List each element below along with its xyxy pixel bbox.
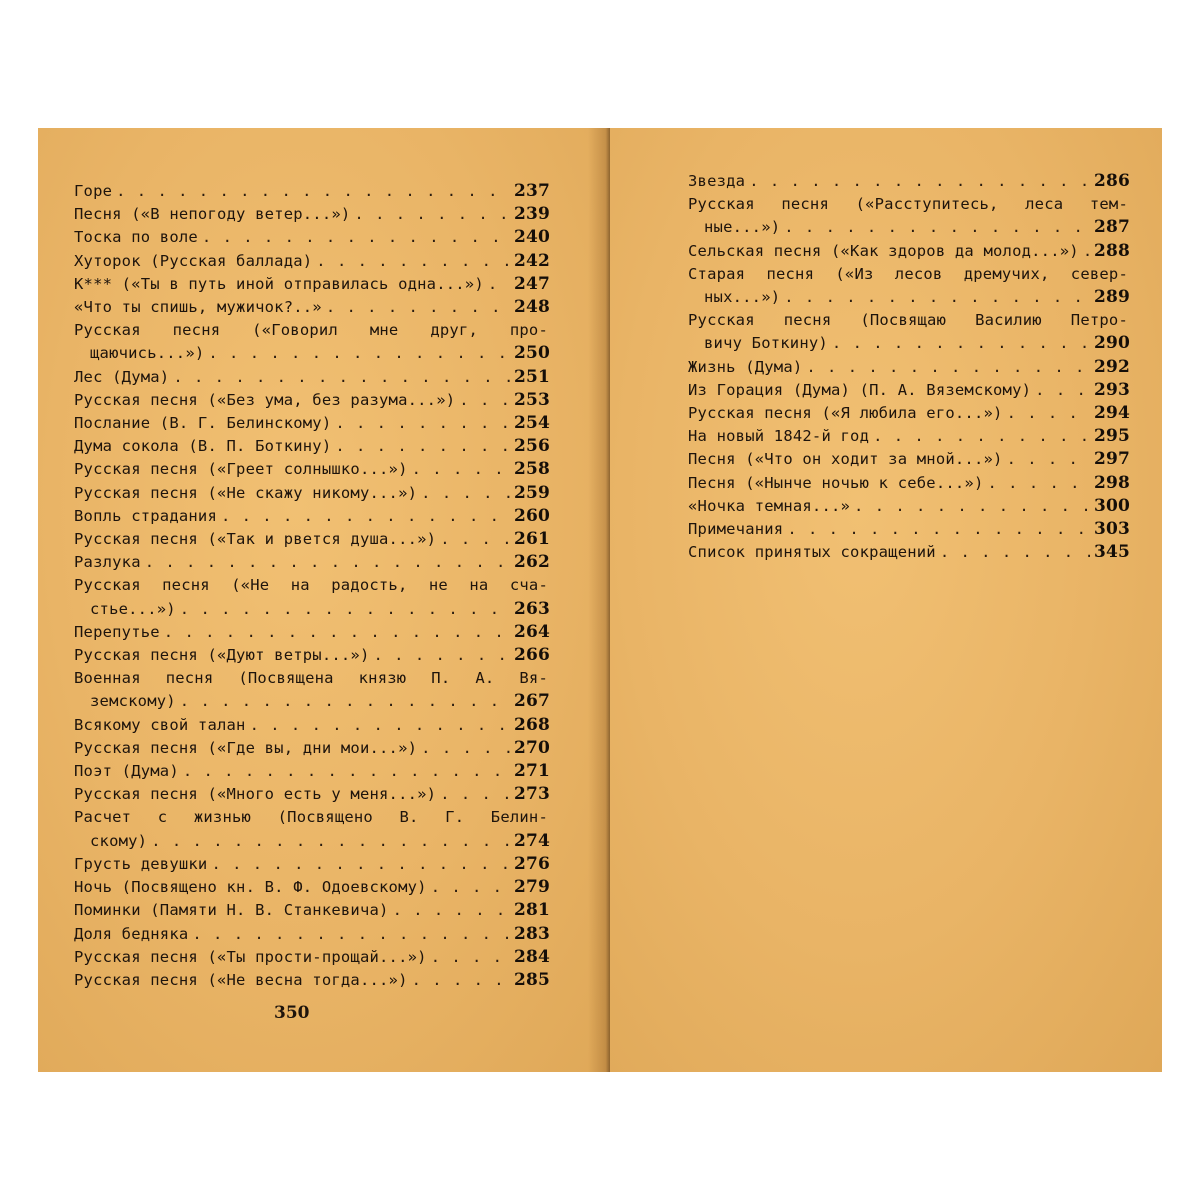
toc-entry xyxy=(74,203,551,226)
dot-leader xyxy=(412,458,510,481)
dot-leader xyxy=(316,250,510,273)
toc-entry-title: Песня («Нынче ночью к себе...») xyxy=(688,473,984,492)
dot-leader xyxy=(1007,448,1090,471)
toc-entry-title: Поэт (Дума) xyxy=(74,762,179,781)
toc-entry xyxy=(74,435,551,458)
toc-page-number: 260 xyxy=(514,505,551,526)
dot-leader xyxy=(335,435,510,458)
toc-entry-row xyxy=(74,505,551,528)
toc-entry-title: Перепутье xyxy=(74,622,160,641)
toc-page-number: 294 xyxy=(1094,403,1131,424)
toc-page-number: 276 xyxy=(514,853,551,874)
dot-leader xyxy=(393,899,510,922)
toc-entry-row xyxy=(688,356,1131,379)
toc-entry-title: Сельская песня («Как здоров да молод...») xyxy=(688,241,1079,260)
table-of-contents-right xyxy=(688,170,1131,564)
toc-page-number: 263 xyxy=(514,598,551,619)
dot-leader xyxy=(1083,240,1090,263)
toc-page-number: 300 xyxy=(1094,495,1131,516)
dot-leader xyxy=(459,389,510,412)
left-page xyxy=(38,128,610,1072)
dot-leader xyxy=(431,876,510,899)
toc-entry-title: Послание (В. Г. Белинскому) xyxy=(74,414,332,433)
toc-entry-row xyxy=(74,366,551,389)
toc-entry-title-line: Русская песня (Посвящаю Василию Петро- xyxy=(688,311,1128,330)
toc-entry-title: Поминки (Памяти Н. В. Станкевича) xyxy=(74,901,389,920)
dot-leader xyxy=(374,644,511,667)
dot-leader xyxy=(202,226,510,249)
toc-entry xyxy=(74,551,551,574)
toc-page-number: 268 xyxy=(514,714,551,735)
toc-entry xyxy=(74,366,551,389)
toc-entry-row xyxy=(74,946,551,969)
dot-leader xyxy=(180,598,510,621)
toc-entry xyxy=(688,495,1131,518)
toc-page-number: 274 xyxy=(514,830,551,851)
right-page xyxy=(610,128,1162,1072)
dot-leader xyxy=(940,541,1090,564)
toc-entry-row xyxy=(74,644,551,667)
toc-entry-title: Примечания xyxy=(688,520,784,539)
toc-entry-row xyxy=(74,435,551,458)
toc-entry xyxy=(688,309,1131,355)
toc-page-number: 290 xyxy=(1094,333,1131,354)
toc-entry-row xyxy=(74,296,551,319)
toc-page-number: 259 xyxy=(514,482,551,503)
toc-page-number: 258 xyxy=(514,459,551,480)
toc-entry-title: Русская песня («Так и рвется душа...») xyxy=(74,530,437,549)
toc-entry-row xyxy=(688,332,1131,355)
toc-entry-row xyxy=(74,969,551,992)
dot-leader xyxy=(250,714,510,737)
toc-entry-row xyxy=(74,180,551,203)
toc-entry xyxy=(688,402,1131,425)
toc-entry xyxy=(74,714,551,737)
toc-page-number: 285 xyxy=(514,969,551,990)
toc-entry-title: Звезда xyxy=(688,172,746,190)
toc-entry-title: Тоска по воле xyxy=(74,228,198,247)
toc-entry xyxy=(74,644,551,667)
toc-entry-title: ных...») xyxy=(704,288,781,307)
toc-entry-title: Русская песня («Не скажу никому...») xyxy=(74,483,418,502)
toc-entry-title: Ночь (Посвящено кн. В. Ф. Одоевскому) xyxy=(74,878,427,897)
dot-leader xyxy=(784,216,1090,239)
toc-entry xyxy=(688,379,1131,402)
toc-entry-title: Русская песня («Не весна тогда...») xyxy=(74,970,408,989)
toc-entry xyxy=(74,899,551,922)
toc-entry-title-line: Расчет с жизнью (Посвящено В. Г. Белин- xyxy=(74,808,548,827)
dot-leader xyxy=(749,170,1090,193)
toc-page-number: 254 xyxy=(514,413,551,434)
dot-leader xyxy=(173,366,510,389)
toc-page-number: 297 xyxy=(1094,449,1131,470)
toc-entry xyxy=(74,574,551,620)
toc-entry-title: Русская песня («Греет солнышко...») xyxy=(74,460,408,479)
toc-entry-title-line: Русская песня («Расступитесь, леса тем- xyxy=(688,195,1128,214)
toc-entry xyxy=(74,226,551,249)
toc-page-number: 283 xyxy=(514,923,551,944)
dot-leader xyxy=(784,286,1090,309)
toc-entry xyxy=(688,170,1131,193)
toc-entry-row xyxy=(74,714,551,737)
toc-entry-title: вичу Боткину) xyxy=(704,334,828,353)
dot-leader xyxy=(873,425,1090,448)
book-spread xyxy=(38,128,1162,1072)
dot-leader xyxy=(145,551,510,574)
dot-leader xyxy=(806,356,1090,379)
toc-entry-row xyxy=(74,482,551,505)
toc-entry xyxy=(74,250,551,273)
toc-entry-row xyxy=(74,528,551,551)
toc-entry xyxy=(74,621,551,644)
toc-page-number: 271 xyxy=(514,761,551,782)
toc-page-number: 261 xyxy=(514,529,551,550)
toc-page-number: 262 xyxy=(514,552,551,573)
toc-entry xyxy=(688,356,1131,379)
toc-page-number: 270 xyxy=(514,737,551,758)
toc-entry-title: «Что ты спишь, мужичок?..» xyxy=(74,298,322,317)
toc-page-number: 345 xyxy=(1094,542,1131,563)
toc-page-number: 247 xyxy=(514,273,551,294)
toc-page-number: 279 xyxy=(514,877,551,898)
toc-entry-title: Из Горация (Дума) (П. А. Вяземскому) xyxy=(688,380,1032,399)
toc-entry-title: Грусть девушки xyxy=(74,854,208,873)
toc-entry-row xyxy=(74,226,551,249)
toc-entry xyxy=(74,180,551,203)
toc-entry-title: скому) xyxy=(90,831,148,850)
toc-page-number: 298 xyxy=(1094,472,1131,493)
toc-entry-row xyxy=(688,495,1131,518)
toc-page-number: 256 xyxy=(514,436,551,457)
dot-leader xyxy=(183,760,510,783)
toc-entry-title: Песня («Что он ходит за мной...») xyxy=(688,450,1003,469)
dot-leader xyxy=(208,342,510,365)
toc-entry-title: Горе xyxy=(74,182,113,200)
dot-leader xyxy=(787,518,1090,541)
toc-page-number: 281 xyxy=(514,900,551,921)
toc-page-number: 293 xyxy=(1094,379,1131,400)
toc-entry-row xyxy=(74,389,551,412)
toc-entry xyxy=(74,528,551,551)
toc-entry-title: Жизнь (Дума) xyxy=(688,357,803,376)
dot-leader xyxy=(151,830,510,853)
toc-entry-row xyxy=(688,448,1131,471)
toc-entry-title: «Ночка темная...» xyxy=(688,496,851,515)
toc-entry-row xyxy=(74,737,551,760)
toc-entry-title: На новый 1842-й год xyxy=(688,427,870,446)
toc-entry xyxy=(74,923,551,946)
toc-entry-row xyxy=(74,690,551,713)
toc-entry xyxy=(74,969,551,992)
toc-entry-title: Русская песня («Дуют ветры...») xyxy=(74,646,370,665)
toc-entry-title: стье...») xyxy=(90,599,176,618)
toc-page-number: 250 xyxy=(514,343,551,364)
toc-entry-row xyxy=(688,286,1131,309)
dot-leader xyxy=(832,332,1090,355)
toc-entry-title: Русская песня («Я любила его...») xyxy=(688,404,1003,423)
toc-page-number: 248 xyxy=(514,297,551,318)
dot-leader xyxy=(854,495,1090,518)
toc-entry xyxy=(74,412,551,435)
toc-entry-title: К*** («Ты в путь иной отправилась одна...») xyxy=(74,274,484,293)
toc-page-number: 287 xyxy=(1094,217,1131,238)
toc-entry-title-line: Старая песня («Из лесов дремучих, север- xyxy=(688,264,1128,283)
toc-entry xyxy=(74,760,551,783)
toc-entry-title-line: Военная песня (Посвящена князю П. А. Вя- xyxy=(74,669,548,688)
toc-entry-row xyxy=(688,216,1131,239)
toc-page-number: 292 xyxy=(1094,356,1131,377)
toc-entry-title: Разлука xyxy=(74,553,141,572)
toc-entry-title-line: Русская песня («Не на радость, не на сча- xyxy=(74,576,548,595)
toc-entry xyxy=(74,319,551,365)
toc-entry xyxy=(688,472,1131,495)
toc-page-number: 289 xyxy=(1094,287,1131,308)
toc-entry-title: Лес (Дума) xyxy=(74,367,170,386)
toc-entry-title: Всякому свой талан xyxy=(74,715,246,734)
toc-entry-row xyxy=(74,203,551,226)
toc-entry-row xyxy=(74,853,551,876)
toc-entry xyxy=(74,296,551,319)
toc-entry-title: Песня («В непогоду ветер...») xyxy=(74,205,351,224)
toc-entry xyxy=(74,458,551,481)
toc-entry xyxy=(688,193,1131,239)
dot-leader xyxy=(421,737,510,760)
dot-leader xyxy=(440,528,510,551)
toc-entry xyxy=(688,541,1131,564)
toc-page-number: 288 xyxy=(1094,240,1131,261)
toc-entry-row xyxy=(688,541,1131,564)
toc-entry-row xyxy=(74,899,551,922)
dot-leader xyxy=(335,412,510,435)
dot-leader xyxy=(180,690,510,713)
toc-entry-row xyxy=(74,598,551,621)
toc-entry-row xyxy=(74,551,551,574)
toc-entry-row xyxy=(688,402,1131,425)
dot-leader xyxy=(1007,402,1090,425)
toc-entry-row xyxy=(688,170,1131,193)
toc-page-number: 266 xyxy=(514,645,551,666)
toc-entry-row xyxy=(688,425,1131,448)
toc-entry-title: ные...») xyxy=(704,218,781,237)
toc-entry-row xyxy=(688,240,1131,263)
toc-entry-row xyxy=(688,518,1131,541)
dot-leader xyxy=(192,923,510,946)
dot-leader xyxy=(354,203,510,226)
toc-entry-row xyxy=(74,621,551,644)
toc-page-number: 284 xyxy=(514,946,551,967)
toc-entry xyxy=(74,946,551,969)
toc-entry-row xyxy=(74,250,551,273)
toc-entry xyxy=(74,389,551,412)
toc-entry xyxy=(74,783,551,806)
dot-leader xyxy=(221,505,510,528)
toc-entry-row xyxy=(688,472,1131,495)
toc-entry xyxy=(74,273,551,296)
toc-page-number: 286 xyxy=(1094,171,1131,191)
toc-entry-row xyxy=(74,923,551,946)
toc-page-number: 264 xyxy=(514,621,551,642)
dot-leader xyxy=(211,853,510,876)
toc-page-number: 242 xyxy=(514,250,551,271)
toc-entry xyxy=(74,667,551,713)
toc-entry xyxy=(688,263,1131,309)
toc-entry-title-line: Русская песня («Говорил мне друг, про- xyxy=(74,321,548,340)
toc-page-number: 267 xyxy=(514,691,551,712)
dot-leader xyxy=(421,482,510,505)
toc-entry xyxy=(688,448,1131,471)
toc-entry xyxy=(688,425,1131,448)
toc-entry-row xyxy=(74,830,551,853)
toc-entry xyxy=(74,876,551,899)
dot-leader xyxy=(440,783,510,806)
toc-entry-row xyxy=(74,783,551,806)
toc-page-number: 273 xyxy=(514,784,551,805)
toc-entry-row xyxy=(74,342,551,365)
toc-entry xyxy=(74,505,551,528)
dot-leader xyxy=(116,180,510,203)
toc-entry-row xyxy=(74,760,551,783)
dot-leader xyxy=(431,946,510,969)
toc-entry xyxy=(688,240,1131,263)
toc-entry-title: Список принятых сокращений xyxy=(688,543,936,562)
toc-page-number: 253 xyxy=(514,389,551,410)
toc-entry-title: Хуторок (Русская баллада) xyxy=(74,251,313,270)
toc-entry-row xyxy=(74,273,551,296)
toc-entry xyxy=(74,737,551,760)
toc-entry xyxy=(74,482,551,505)
dot-leader xyxy=(164,621,510,644)
toc-entry-title: Русская песня («Где вы, дни мои...») xyxy=(74,738,418,757)
dot-leader xyxy=(326,296,510,319)
toc-page-number: 239 xyxy=(514,204,551,225)
toc-entry-title: Доля бедняка xyxy=(74,924,189,943)
toc-entry-row xyxy=(74,458,551,481)
dot-leader xyxy=(488,273,510,296)
toc-entry-title: Русская песня («Много есть у меня...») xyxy=(74,785,437,804)
page-number-folio: 350 xyxy=(274,1003,310,1023)
toc-page-number: 251 xyxy=(514,366,551,387)
toc-entry-row xyxy=(74,876,551,899)
toc-page-number: 303 xyxy=(1094,519,1131,540)
toc-entry-title: щаючись...») xyxy=(90,344,205,363)
toc-entry xyxy=(688,518,1131,541)
toc-page-number: 237 xyxy=(514,181,551,201)
toc-entry xyxy=(74,806,551,852)
toc-entry-title: Дума сокола (В. П. Боткину) xyxy=(74,437,332,456)
toc-entry-row xyxy=(688,379,1131,402)
toc-entry-title: Вопль страдания xyxy=(74,506,217,525)
dot-leader xyxy=(1035,379,1090,402)
dot-leader xyxy=(988,472,1091,495)
toc-entry xyxy=(74,853,551,876)
dot-leader xyxy=(412,969,510,992)
toc-entry-row xyxy=(74,412,551,435)
table-of-contents-left xyxy=(74,180,551,992)
toc-page-number: 240 xyxy=(514,227,551,248)
toc-entry-title: Русская песня («Ты прости-прощай...») xyxy=(74,947,427,966)
toc-page-number: 295 xyxy=(1094,426,1131,447)
toc-entry-title: Русская песня («Без ума, без разума...») xyxy=(74,390,456,409)
toc-entry-title: земскому) xyxy=(90,692,176,711)
